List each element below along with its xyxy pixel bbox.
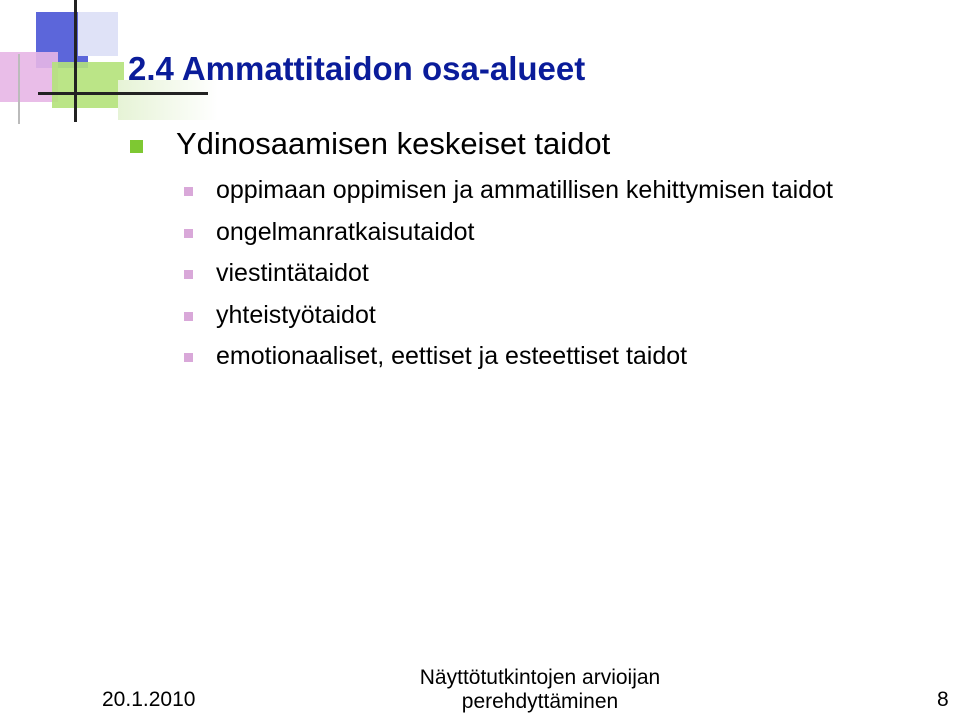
- level2-bullet-icon: [184, 229, 193, 238]
- main-bullet-text: Ydinosaamisen keskeiset taidot: [176, 126, 611, 161]
- slide-title: 2.4 Ammattitaidon osa-alueet: [128, 50, 586, 87]
- footer-title: [410, 666, 670, 714]
- level2-bullet-icon: [184, 353, 193, 362]
- footer-title-line1: Näyttötutkintojen arvioijan: [419, 666, 661, 689]
- footer-date: 20.1.2010: [102, 688, 196, 711]
- sub-bullet-text: yhteistyötaidot: [216, 301, 376, 329]
- page-number: 8: [937, 688, 949, 711]
- sub-bullet-text: ongelmanratkaisutaidot: [216, 218, 475, 246]
- level2-bullet-icon: [184, 312, 193, 321]
- footer-title-line2: perehdyttäminen: [461, 690, 619, 713]
- level1-bullet-icon: [130, 140, 143, 153]
- sub-bullet-text: oppimaan oppimisen ja ammatillisen kehittymisen taidot: [216, 176, 833, 204]
- sub-bullet-text: viestintätaidot: [216, 259, 369, 287]
- sub-bullet-text: emotionaaliset, eettiset ja esteettiset taidot: [216, 342, 688, 370]
- level2-bullet-icon: [184, 270, 193, 279]
- level2-bullet-icon: [184, 187, 193, 196]
